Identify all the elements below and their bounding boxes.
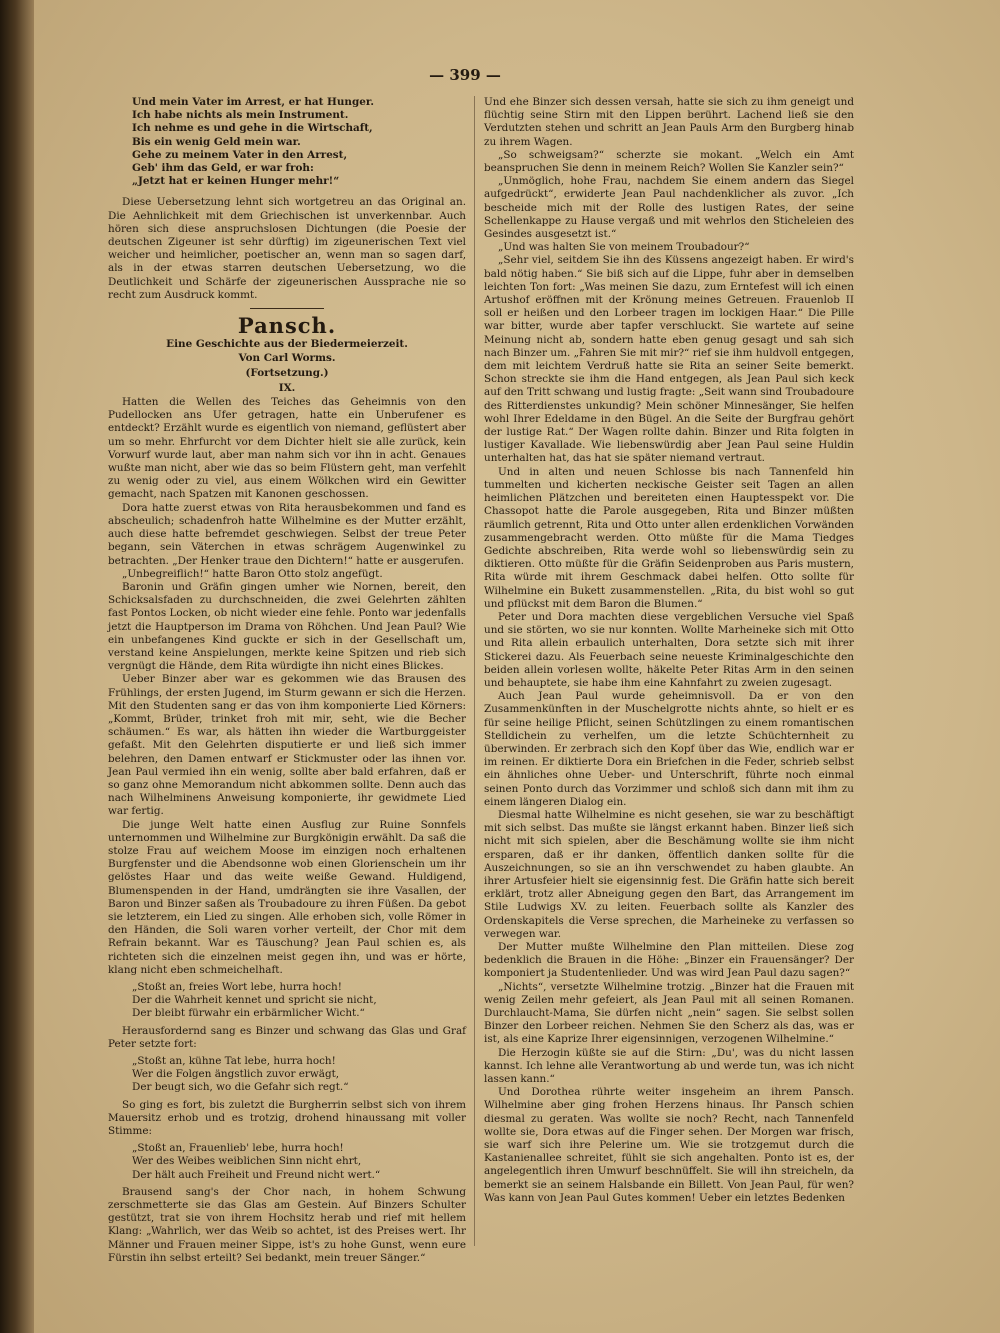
verse-line: Der hält auch Freiheit und Freund nicht wert.“ [132,1168,381,1181]
paragraph: Diesmal hatte Wilhelmine es nicht gesehen, sie war zu beschäftigt mit sich selbst. Das mußte sie längst erkannt haben. Binzer ließ sich nicht mit sich spielen, aber die Beschämung wollte sie ihm nicht ersparen, daß er ihr danken, öffentlich danken sollte für die Auszeichnungen, so sie an ihn verschwendet zu haben glaubte. An ihrer Artusfeier hielt sie eigensinnig fest. Die Gräfin hatte sich bereit erklärt, trotz aller Abneigung gegen den Bart, das Arrangement im Stile Ludwigs XV. zu leiten. Feuerbach sollte als Kanzler des Ordenskapitels die Verse sprechen, die Marheineke zu verfassen so verwegen war. [484,808,854,940]
verse-line: Geb' ihm das Geld, er war froh: [132,162,314,175]
story-continuation: (Fortsetzung.) [245,366,329,379]
verse-block [132,1142,466,1182]
paragraph: Auch Jean Paul wurde geheimnisvoll. Da er von den Zusammenkünften in der Muschelgrotte nichts ahnte, so hielt er es für seine heilige Pflicht, seinen Schützlingen zu einem romantischen Stelldichein zu verhelfen, um die letzte Schüchternheit zu überwinden. Er zerbrach sich den Kopf über das Wie, endlich war er im reinen. Er diktierte Dora ein Briefchen in die Feder, schrieb selbst ein ähnliches ohne Ueber- und Unterschrift, führte noch einmal seinen Ponto durch das Vorzimmer und schloß sich dann mit ihm zu einem längeren Dialog ein. [484,690,854,808]
verse-line: „Stoßt an, freies Wort lebe, hurra hoch! [132,981,342,993]
paragraph: Baronin und Gräfin gingen umher wie Nornen, bereit, den Schicksalsfaden zu durchschneiden, die zwei Gelehrten zählten fast Pontos Locken, ob nicht wieder eine fehle. Ponto war jedenfalls jetzt die Hauptperson im Drama von Röhchen. Und Jean Paul? Wie ein unbefangenes Kind guckte er sich in der Gesellschaft um, verstand keine Anspielungen, merkte keine Spitzen und rieb sich vergnügt die Hände, dem Rita würdigte ihn nicht eines Blickes. [108,580,466,673]
verse-line: Ich nehme es und gehe in die Wirtschaft, [132,122,373,135]
paragraph: „Unbegreiflich!“ hatte Baron Otto stolz angefügt. [122,567,383,580]
verse-line: „Jetzt hat er keinen Hunger mehr!“ [132,175,340,188]
story-author: Von Carl Worms. [238,352,336,365]
paragraph: Der Mutter mußte Wilhelmine den Plan mitteilen. Diese zog bedenklich die Brauen in die Höhe: „Binzer ein Frauensänger? Der komponiert ja Studentenlieder. Und was wird Jean Paul dazu sagen?“ [484,941,854,980]
verse-line: Ich habe nichts als mein Instrument. [132,109,349,122]
verse-line: „Stoßt an, Frauenlieb' lebe, hurra hoch! [132,1142,344,1155]
verse-line: Der bleibt fürwahr ein erbärmlicher Wicht.“ [132,1007,365,1020]
paragraph: So ging es fort, bis zuletzt die Burgherrin selbst sich von ihrem Mauersitz erhob und es trotzig, drohend hinaussang mit voller Stimme: [108,1098,466,1138]
right-column [484,96,854,1205]
paragraph: Die Herzogin küßte sie auf die Stirn: „Du', was du nicht lassen kannst. Ich lehne alle Verantwortung ab und werde tun, was ich nicht lassen kann.“ [484,1046,854,1086]
paragraph: Brausend sang's der Chor nach, in hohem Schwung zerschmetterte sie das Glas am Gestein. Auf Binzers Schulter gestützt, trat sie von ihrem Hochsitz herab und rief mit hellem Klang: „Wahrlich, wer das Weib so achtet, ist des Preises wert. Ihr Männer und Frauen meiner Sippe, ist's zu hohe Gunst, wenn eure Fürstin ihn selbst erteilt? Sei bedankt, mein treuer Sänger.“ [108,1185,466,1264]
verse-line: Bis ein wenig Geld mein war. [132,135,301,148]
paragraph: Und in alten und neuen Schlosse bis nach Tannenfeld hin tummelten und kicherten neckische Geister seit Tagen an allen heimlichen Plätzchen und bereiteten einen Hauptesspekt vor. Die Chassopot hatte die Parole ausgegeben, Rita und Binzer müßten räumlich getrennt, Rita und Otto unter allen erdenklichen Vorwänden zusammengebracht werden. Otto müßte für die Mama Tiedges Gedichte abschreiben, Rita werde wohl so liebenswürdig sein zu diktieren. Otto müßte für die Gräfin Seidenproben aus Paris mustern, Rita würde mit ihrem Geschmack dabei helfen. Otto sollte für Wilhelmine ein Bukett zusammenstellen. „Rita, du bist wohl so gut und pflückst mit dem Baron die Blumen.“ [484,465,854,610]
verse-line: Wer des Weibes weiblichen Sinn nicht ehrt, [132,1155,362,1168]
section-divider [250,308,324,309]
left-column [108,96,466,1265]
verse-line: Gehe zu meinem Vater in den Arrest, [132,148,348,161]
verse-line: Der beugt sich, wo die Gefahr sich regt.“ [132,1081,349,1094]
poem-top [132,96,466,188]
verse-line: Und mein Vater im Arrest, er hat Hunger. [132,96,374,108]
paragraph: „Sehr viel, seitdem Sie ihn des Küssens angezeigt haben. Er wird's bald nötig haben.“ Sie biß sich auf die Lippe, fuhr aber in demselben leichten Ton fort: „Was meinen Sie dazu, zum Erntefest will ich einen Artushof eröffnen mit der Krönung meines Getreuen. Frauenlob II soll er heißen und den Lorbeer tragen im lockigen Haar.“ Die Pille war bitter, wurde aber tapfer verschluckt. Sie wartete auf seine Meinung nicht ab, sondern hatte eben genug gesagt und sah sich nach Binzer um. „Fahren Sie mit mir?“ rief sie ihm huldvoll entgegen, dem mit leichtem Verdruß hatte sie Rita an seiner Seite bemerkt. Schon streckte sie ihm die Hand entgegen, als Jean Paul sich keck auf den Tritt schwang und lustig fragte: „Seit wann sind Troubadoure des Ritterdienstes unkundig? Mein schöner Minnesänger, Sie helfen wohl Ihrer Edeldame in den Bügel. An die Seite der Burgfrau gehört der lustige Rat.“ Der Wagen rollte dahin. Binzer und Rita folgten in lustiger Kavallade. Wie liebenswürdig aber Jean Paul seine Huldin unterhalten hat, das hat sie später niemand vertraut. [484,254,854,465]
verse-block [132,1055,466,1095]
verse-line: Der die Wahrheit kennet und spricht sie nicht, [132,994,377,1007]
chapter-number: IX. [278,381,296,394]
story-title: Pansch. [237,313,337,339]
page-number: — 399 — [429,66,501,84]
paragraph: Peter und Dora machten diese vergeblichen Versuche viel Spaß und sie störten, wo sie nur konnten. Wollte Marheineke sich mit Otto und Rita allein erbaulich unterhalten, Dora setzte sich mit ihrer Stickerei dazu. Als Feuerbach seine neueste Kriminalgeschichte den beiden allein vorlesen wollte, häkelte Peter Ritas Arm in den seinen und behauptete, sie habe ihm eine Kahnfahrt zu zweien zugesagt. [484,610,854,689]
paragraph: Und Dorothea rührte weiter insgeheim an ihrem Pansch. Wilhelmine aber ging frohen Herzens hinaus. Ihr Pansch schien diesmal zu geraten. Was wollte sie noch? Recht, nach Tannenfeld wollte sie, Dora etwas auf die Finger sehen. Der Morgen war frisch, sie warf sich ihre Pelerine um. Wie sie trotzgemut durch die Kastanienallee schreitet, fühlt sie sich angehalten. Ponto ist es, der angelegentlich ihren Umwurf beschnüffelt. Sie will ihn streicheln, da bemerkt sie an seinem Halsbande ein Billett. Von Jean Paul, für wen? Was kann von Jean Paul Gutes kommen! Ueber ein letztes Bedenken [484,1086,854,1204]
paragraph: Ueber Binzer aber war es gekommen wie das Brausen des Frühlings, der ersten Jugend, im Sturm gewann er sich die Herzen. Mit den Studenten sang er das von ihm komponierte Lied Körners: „Kommt, Brüder, trinket froh mit mir, seht, wie die Becher schäumen.“ Es war, als hätten ihn wieder die Wartburggeister gefaßt. Mit den Gelehrten disputierte er und ließ sich immer belehren, den Damen entwarf er Stickmuster oder las ihnen vor. Jean Paul vermied ihn ein wenig, sollte aber bald erfahren, daß er so ganz ohne Memorandum nicht abkommen sollte. Denn auch das nach Wilhelminens Anweisung komponierte, ihr gewidmete Lied war fertig. [108,673,466,818]
paragraph: „So schweigsam?“ scherzte sie mokant. „Welch ein Amt beanspruchen Sie denn in meinem Reich? Wollen Sie Kanzler sein?“ [484,148,854,175]
verse-line: „Stoßt an, kühne Tat lebe, hurra hoch! [132,1055,336,1068]
paragraph: Dora hatte zuerst etwas von Rita herausbekommen und fand es abscheulich; schadenfroh hatte Wilhelmine es der Mutter erzählt, auch diese hatte befremdet geschwiegen. Selbst der treue Peter begann, sein Väterchen in etwas schrägem Augenwinkel zu betrachten. „Der Henker traue den Dichtern!“ hatte er ausgerufen. [108,501,466,567]
paragraph: „Nichts“, versetzte Wilhelmine trotzig. „Binzer hat die Frauen mit wenig Zeilen mehr gefeiert, als Jean Paul mit all seinen Romanen. Durchlaucht-Mama, Sie dürfen nicht „nein“ sagen. Sie selbst sollen Binzer den Lorbeer reichen. Nehmen Sie den Scherz als das, was er ist, als eine Kaprize Ihrer eigensinnigen, verzogenen Wilhelmine.“ [484,980,854,1046]
paragraph: Die junge Welt hatte einen Ausflug zur Ruine Sonnfels unternommen und Wilhelmine zur Burgkönigin erwählt. Da saß die stolze Frau auf weichem Moose im einzigen noch erhaltenen Burgfenster und die Abendsonne wob einen Glorienschein um ihr gelöstes Haar und das weite weiße Gewand. Huldigend, Blumenspenden in der Hand, umdrängten sie ihre Vasallen, der Baron und Binzer saßen als Troubadoure zu ihren Füßen. Da gebot sie letzterem, ein Lied zu singen. Alle erhoben sich, volle Römer in den Händen, die Soli waren vorher verteilt, der Chor mit dem Refrain bekannt. War es Täuschung? Jean Paul schien es, als richteten sich die einzelnen meist gegen ihn, und was er hörte, klang nicht eben schmeichelhaft. [108,818,466,976]
paragraph: Hatten die Wellen des Teiches das Geheimnis von den Pudellocken ans Ufer getragen, hatte ein Unberufener es entdeckt? Erzählt wurde es eigentlich von niemand, geflüstert aber um so mehr. Ehrfurcht vor dem Dichter hielt sie alle zurück, kein Vorwurf wurde laut, aber man nahm sich vor ihn in acht. Genaues wußte man nicht, aber wie das so beim Flüstern geht, man verfehlt zu wenig oder zu viel, aus einem Wölkchen wird ein Gewitter gemacht, nach Spatzen mit Kanonen geschossen. [108,396,466,501]
book-gutter [0,0,34,1333]
verse-line: Wer die Folgen ängstlich zuvor erwägt, [132,1068,340,1081]
story-subtitle: Eine Geschichte aus der Biedermeierzeit. [166,338,408,351]
paragraph: Und ehe Binzer sich dessen versah, hatte sie sich zu ihm geneigt und flüchtig seine Stirn mit den Lippen berührt. Lachend ließ sie den Verdutzten stehen und schritt an Jean Pauls Arm den Burgberg hinab zu ihrem Wagen. [484,96,854,148]
translation-note: Diese Uebersetzung lehnt sich wortgetreu an das Original an. Die Aehnlichkeit mit dem Griechischen ist unverkennbar. Auch hören sich diese anspruchslosen Dichtungen (die Poesie der deutschen Zigeuner ist sehr dürftig) im zigeunerischen Text viel weicher und heimlicher, poetischer an, wenn man so sagen darf, als in der etwas starren deutschen Uebersetzung, wo die Deutlichkeit und Schärfe der zigeunerischen Aussprache nie so recht zum Ausdruck kommt. [108,196,466,301]
paragraph: „Unmöglich, hohe Frau, nachdem Sie einem andern das Siegel aufgedrückt“, erwiderte Jean Paul nachdenklicher als zuvor. „Ich bescheide mich mit der Rolle des lustigen Rates, der seine Schellenkappe zu Hause vergaß und mit wehrlos den Sticheleien des Gesindes ausgesetzt ist.“ [484,175,854,241]
verse-block [132,981,466,1021]
paragraph: Herausfordernd sang es Binzer und schwang das Glas und Graf Peter setzte fort: [108,1024,466,1050]
paragraph: „Und was halten Sie von meinem Troubadour?“ [498,241,750,254]
column-divider [474,96,475,1246]
